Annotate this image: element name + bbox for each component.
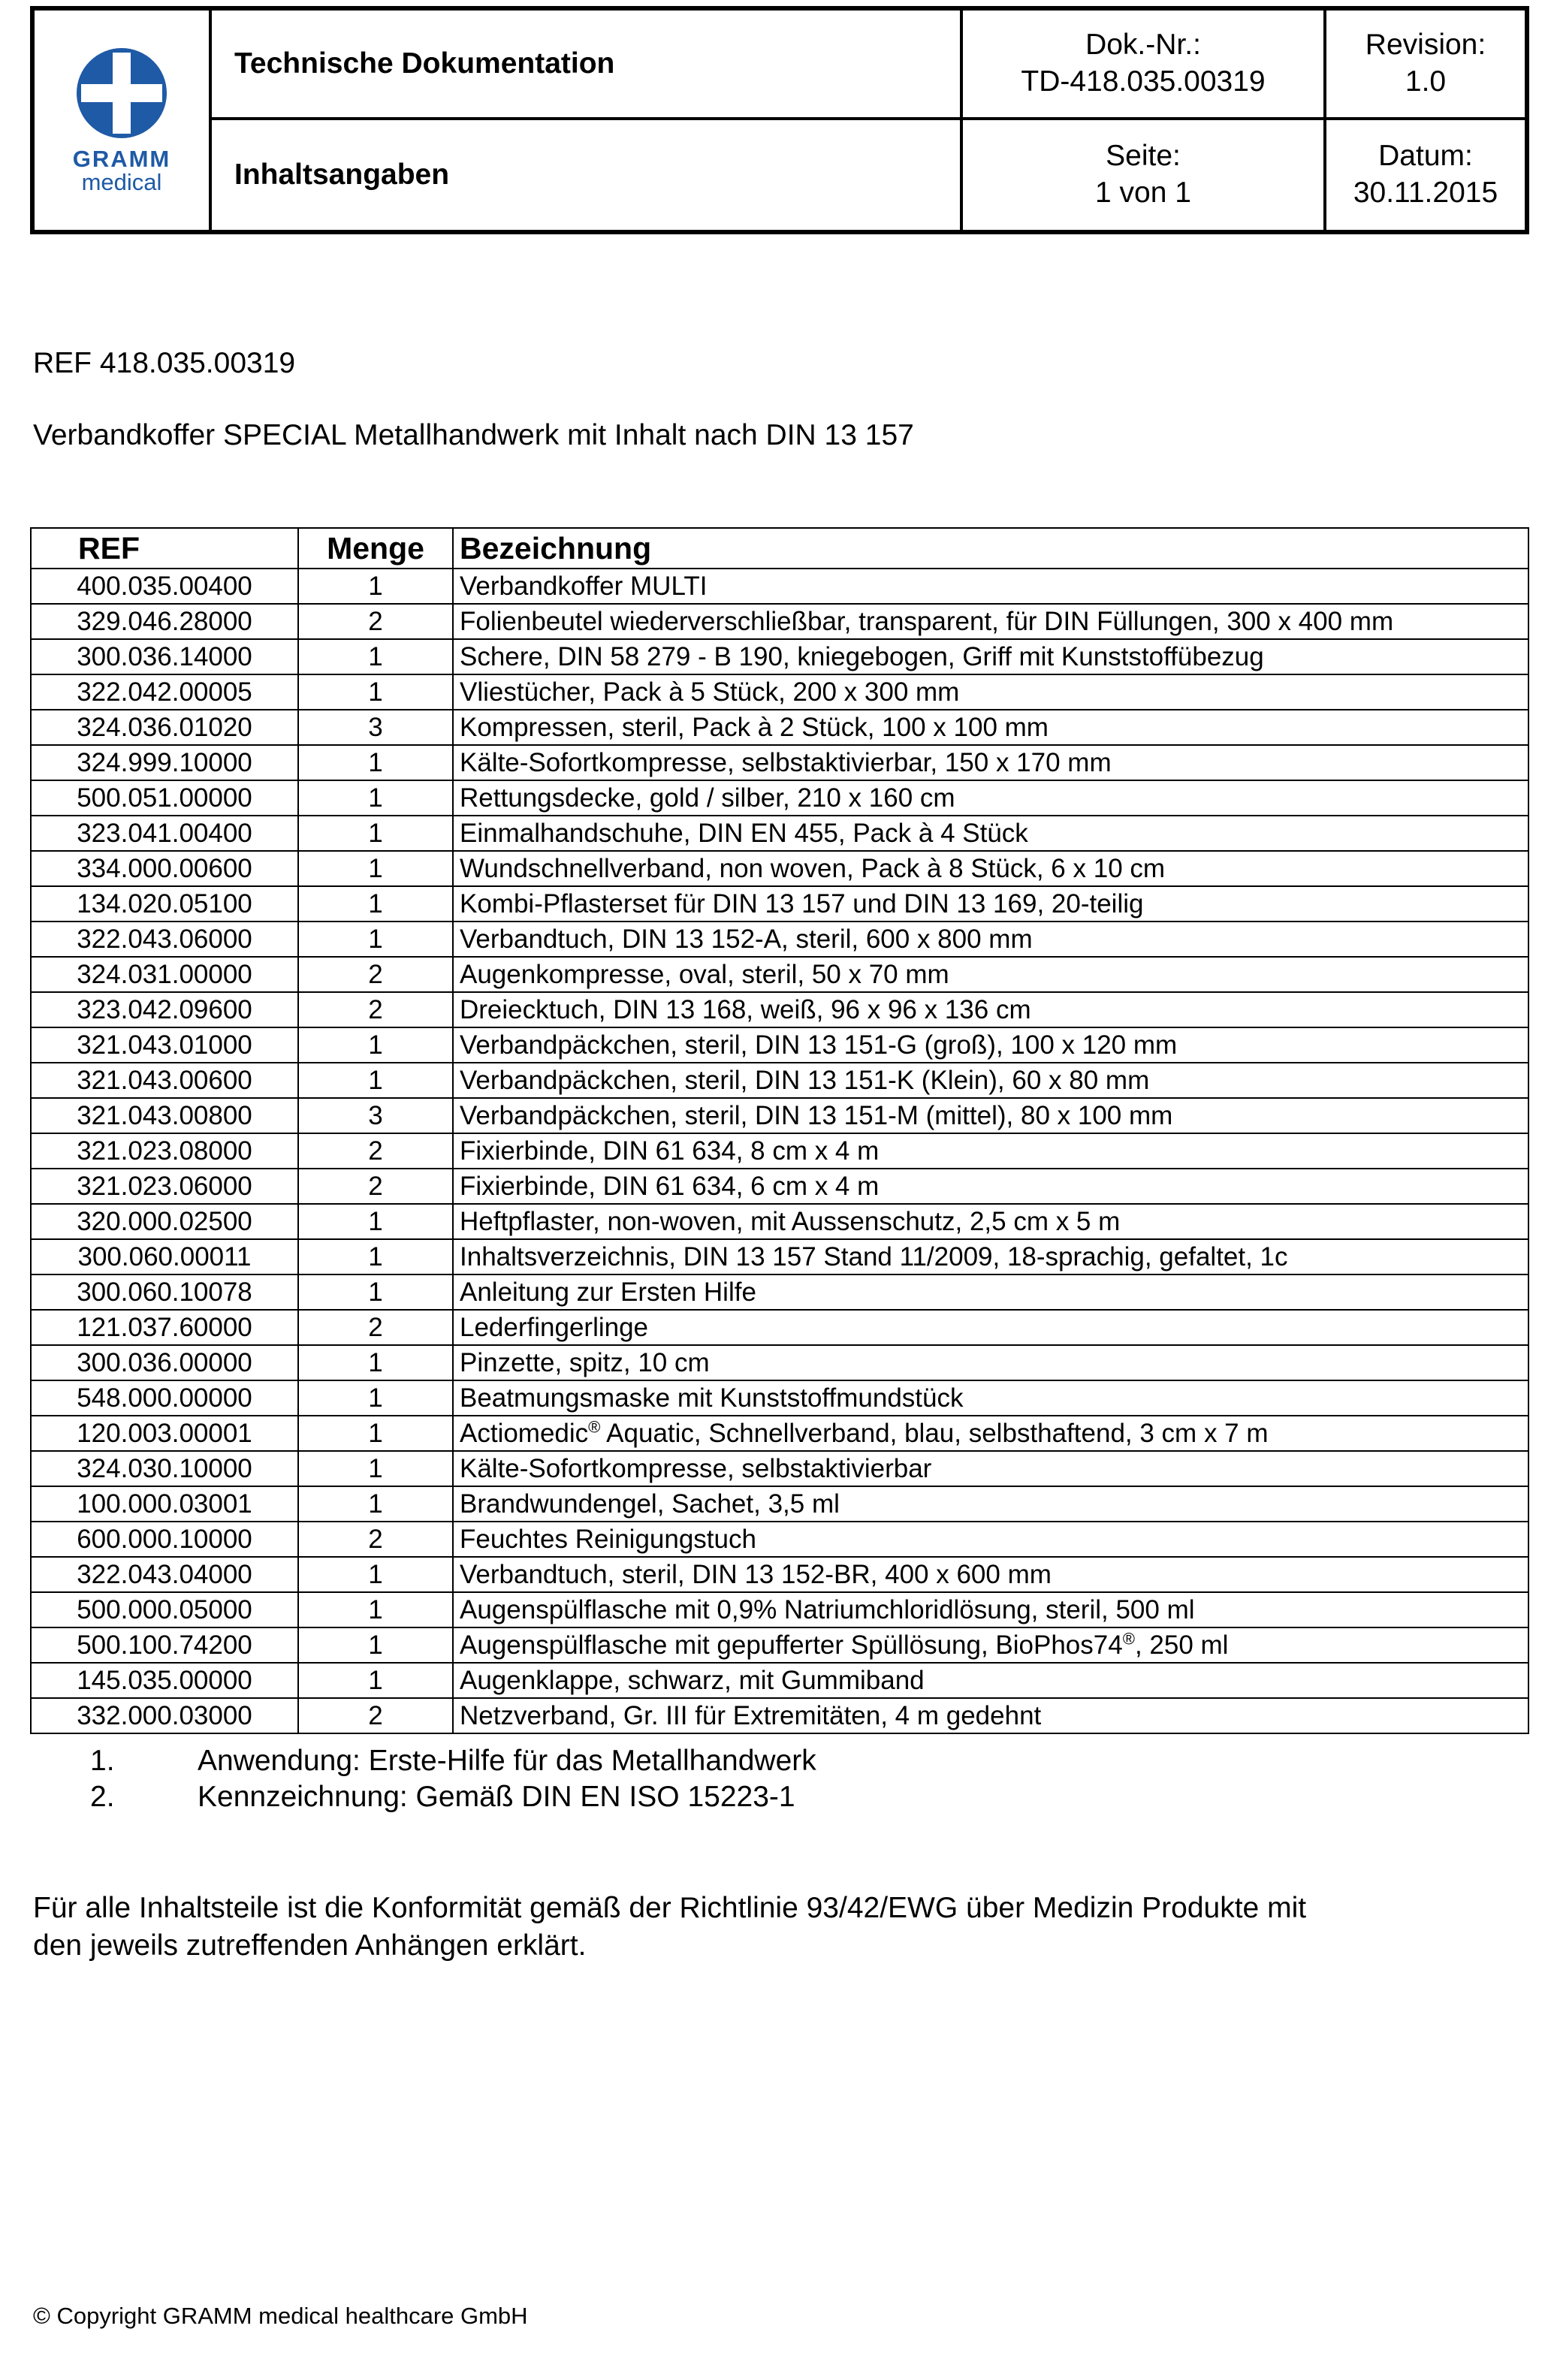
logo-brand-name: GRAMM <box>72 146 171 172</box>
ref-cell: 300.036.14000 <box>31 639 298 674</box>
description-cell: Verbandkoffer MULTI <box>453 569 1528 604</box>
quantity-cell: 1 <box>298 816 453 851</box>
description-cell: Einmalhandschuhe, DIN EN 455, Pack à 4 Stück <box>453 816 1528 851</box>
date-label: Datum: <box>1378 140 1473 173</box>
ref-cell: 321.043.00600 <box>31 1063 298 1098</box>
doc-number-label: Dok.-Nr.: <box>1085 29 1201 62</box>
description-text-rest: , 250 ml <box>1134 1630 1229 1660</box>
conformity-line-2: den jeweils zutreffenden Anhängen erklärt. <box>33 1929 587 1962</box>
table-row <box>31 1557 1528 1592</box>
ref-cell: 332.000.03000 <box>31 1698 298 1733</box>
table-row <box>31 1345 1528 1380</box>
table-row <box>31 1239 1528 1274</box>
description-cell: Dreiecktuch, DIN 13 168, weiß, 96 x 96 x 136 cm <box>453 992 1528 1027</box>
quantity-cell: 2 <box>298 1310 453 1345</box>
quantity-cell: 1 <box>298 1063 453 1098</box>
quantity-cell: 1 <box>298 569 453 604</box>
description-cell: Verbandtuch, DIN 13 152-A, steril, 600 x 800 mm <box>453 922 1528 957</box>
description-cell: Kälte-Sofortkompresse, selbstaktivierbar <box>453 1451 1528 1486</box>
description-cell: Lederfingerlinge <box>453 1310 1528 1345</box>
ref-cell: 548.000.00000 <box>31 1380 298 1416</box>
ref-cell: 324.030.10000 <box>31 1451 298 1486</box>
ref-cell: 300.060.00011 <box>31 1239 298 1274</box>
description-cell: Verbandpäckchen, steril, DIN 13 151-K (Klein), 60 x 80 mm <box>453 1063 1528 1098</box>
description-cell: Schere, DIN 58 279 - B 190, kniegebogen, Griff mit Kunststoffübezug <box>453 639 1528 674</box>
description-cell: Anleitung zur Ersten Hilfe <box>453 1274 1528 1310</box>
table-row <box>31 1098 1528 1133</box>
ref-cell: 500.100.74200 <box>31 1627 298 1663</box>
quantity-cell: 1 <box>298 1557 453 1592</box>
ref-cell: 121.037.60000 <box>31 1310 298 1345</box>
table-row <box>31 1027 1528 1063</box>
table-row <box>31 1133 1528 1169</box>
ref-cell: 100.000.03001 <box>31 1486 298 1522</box>
ref-cell: 300.060.10078 <box>31 1274 298 1310</box>
ref-cell: 322.042.00005 <box>31 674 298 710</box>
quantity-cell: 1 <box>298 639 453 674</box>
note-text: Kennzeichnung: Gemäß DIN EN ISO 15223-1 <box>198 1781 795 1813</box>
table-row <box>31 1522 1528 1557</box>
ref-cell: 324.999.10000 <box>31 745 298 780</box>
table-row <box>31 745 1528 780</box>
logo-brand-suffix: medical <box>81 169 162 195</box>
registered-mark: ® <box>1122 1629 1135 1649</box>
note-text: Anwendung: Erste-Hilfe für das Metallhandwerk <box>198 1745 816 1777</box>
description-cell: Fixierbinde, DIN 61 634, 8 cm x 4 m <box>453 1133 1528 1169</box>
table-row <box>31 992 1528 1027</box>
column-header-description: Bezeichnung <box>453 528 1528 569</box>
table-row <box>31 1169 1528 1204</box>
quantity-cell: 1 <box>298 1451 453 1486</box>
table-row <box>31 1627 1528 1663</box>
description-cell <box>453 1416 1528 1451</box>
page-cell <box>963 120 1326 230</box>
ref-cell: 320.000.02500 <box>31 1204 298 1239</box>
description-cell: Pinzette, spitz, 10 cm <box>453 1345 1528 1380</box>
registered-mark: ® <box>588 1417 601 1437</box>
description-cell: Verbandpäckchen, steril, DIN 13 151-M (mittel), 80 x 100 mm <box>453 1098 1528 1133</box>
quantity-cell: 1 <box>298 922 453 957</box>
quantity-cell: 1 <box>298 1663 453 1698</box>
table-row <box>31 1698 1528 1733</box>
description-text: Actiomedic <box>460 1419 589 1448</box>
quantity-cell: 3 <box>298 710 453 745</box>
note-number: 2. <box>90 1781 115 1813</box>
conformity-line-1: Für alle Inhaltsteile ist die Konformität gemäß der Richtlinie 93/42/EWG über Medizin Produkte mit <box>33 1892 1307 1924</box>
ref-cell: 300.036.00000 <box>31 1345 298 1380</box>
description-cell: Kompressen, steril, Pack à 2 Stück, 100 x 100 mm <box>453 710 1528 745</box>
quantity-cell: 1 <box>298 1239 453 1274</box>
quantity-cell: 2 <box>298 1522 453 1557</box>
ref-cell: 321.023.06000 <box>31 1169 298 1204</box>
description-cell: Kälte-Sofortkompresse, selbstaktivierbar, 150 x 170 mm <box>453 745 1528 780</box>
ref-cell: 323.041.00400 <box>31 816 298 851</box>
table-row <box>31 1063 1528 1098</box>
table-row <box>31 674 1528 710</box>
ref-cell: 329.046.28000 <box>31 604 298 639</box>
ref-cell: 323.042.09600 <box>31 992 298 1027</box>
quantity-cell: 1 <box>298 886 453 922</box>
ref-cell: 600.000.10000 <box>31 1522 298 1557</box>
note-number: 1. <box>90 1745 115 1777</box>
table-row <box>31 1310 1528 1345</box>
ref-cell: 324.036.01020 <box>31 710 298 745</box>
revision-value: 1.0 <box>1405 65 1447 98</box>
ref-cell: 321.043.00800 <box>31 1098 298 1133</box>
doc-number-cell <box>963 11 1326 120</box>
quantity-cell: 1 <box>298 1204 453 1239</box>
page-label: Seite: <box>1106 140 1181 173</box>
ref-cell: 321.023.08000 <box>31 1133 298 1169</box>
company-logo <box>35 11 212 230</box>
description-cell: Netzverband, Gr. III für Extremitäten, 4 m gedehnt <box>453 1698 1528 1733</box>
table-row <box>31 851 1528 886</box>
description-cell: Vliestücher, Pack à 5 Stück, 200 x 300 mm <box>453 674 1528 710</box>
description-cell: Augenkompresse, oval, steril, 50 x 70 mm <box>453 957 1528 992</box>
description-cell: Augenspülflasche mit 0,9% Natriumchloridlösung, steril, 500 ml <box>453 1592 1528 1627</box>
table-row <box>31 1486 1528 1522</box>
quantity-cell: 2 <box>298 957 453 992</box>
description-cell: Wundschnellverband, non woven, Pack à 8 Stück, 6 x 10 cm <box>453 851 1528 886</box>
quantity-cell: 1 <box>298 1380 453 1416</box>
description-cell: Kombi-Pflasterset für DIN 13 157 und DIN 13 169, 20-teilig <box>453 886 1528 922</box>
description-cell: Rettungsdecke, gold / silber, 210 x 160 cm <box>453 780 1528 816</box>
ref-cell: 322.043.06000 <box>31 922 298 957</box>
table-row <box>31 1663 1528 1698</box>
quantity-cell: 1 <box>298 745 453 780</box>
quantity-cell: 1 <box>298 1274 453 1310</box>
description-cell: Beatmungsmaske mit Kunststoffmundstück <box>453 1380 1528 1416</box>
table-row <box>31 710 1528 745</box>
ref-cell: 145.035.00000 <box>31 1663 298 1698</box>
table-row <box>31 569 1528 604</box>
doc-number-value: TD-418.035.00319 <box>1021 65 1266 98</box>
quantity-cell: 2 <box>298 1133 453 1169</box>
quantity-cell: 2 <box>298 604 453 639</box>
quantity-cell: 2 <box>298 992 453 1027</box>
table-row <box>31 1416 1528 1451</box>
doc-type-title: Technische Dokumentation <box>212 11 963 120</box>
description-cell: Augenklappe, schwarz, mit Gummiband <box>453 1663 1528 1698</box>
description-cell: Folienbeutel wiederverschließbar, transparent, für DIN Füllungen, 300 x 400 mm <box>453 604 1528 639</box>
table-row <box>31 780 1528 816</box>
table-row <box>31 1592 1528 1627</box>
table-row <box>31 1380 1528 1416</box>
quantity-cell: 1 <box>298 1627 453 1663</box>
table-row <box>31 604 1528 639</box>
description-cell: Inhaltsverzeichnis, DIN 13 157 Stand 11/2009, 18-sprachig, gefaltet, 1c <box>453 1239 1528 1274</box>
ref-cell: 500.051.00000 <box>31 780 298 816</box>
revision-cell <box>1326 11 1525 120</box>
ref-cell: 120.003.00001 <box>31 1416 298 1451</box>
page-value: 1 von 1 <box>1095 176 1191 209</box>
quantity-cell: 1 <box>298 1027 453 1063</box>
description-cell: Feuchtes Reinigungstuch <box>453 1522 1528 1557</box>
document-header <box>30 6 1529 234</box>
quantity-cell: 1 <box>298 780 453 816</box>
ref-cell: 400.035.00400 <box>31 569 298 604</box>
table-row <box>31 816 1528 851</box>
table-row <box>31 639 1528 674</box>
description-cell: Fixierbinde, DIN 61 634, 6 cm x 4 m <box>453 1169 1528 1204</box>
product-ref-line: REF 418.035.00319 <box>33 347 296 379</box>
description-cell: Brandwundengel, Sachet, 3,5 ml <box>453 1486 1528 1522</box>
quantity-cell: 2 <box>298 1169 453 1204</box>
ref-cell: 321.043.01000 <box>31 1027 298 1063</box>
description-cell: Verbandpäckchen, steril, DIN 13 151-G (groß), 100 x 120 mm <box>453 1027 1528 1063</box>
doc-subtitle: Inhaltsangaben <box>212 120 963 230</box>
description-cell: Verbandtuch, steril, DIN 13 152-BR, 400 x 600 mm <box>453 1557 1528 1592</box>
ref-cell: 134.020.05100 <box>31 886 298 922</box>
product-title-line: Verbandkoffer SPECIAL Metallhandwerk mit Inhalt nach DIN 13 157 <box>33 419 914 451</box>
quantity-cell: 1 <box>298 851 453 886</box>
table-row <box>31 886 1528 922</box>
date-cell <box>1326 120 1525 230</box>
table-row <box>31 1204 1528 1239</box>
quantity-cell: 1 <box>298 674 453 710</box>
conformity-statement <box>33 1890 1306 1965</box>
description-text-rest: Aquatic, Schnellverband, blau, selbsthaftend, 3 cm x 7 m <box>600 1419 1269 1448</box>
date-value: 30.11.2015 <box>1353 176 1498 209</box>
quantity-cell: 1 <box>298 1416 453 1451</box>
ref-cell: 324.031.00000 <box>31 957 298 992</box>
quantity-cell: 1 <box>298 1486 453 1522</box>
quantity-cell: 3 <box>298 1098 453 1133</box>
column-header-ref: REF <box>31 528 298 569</box>
table-row <box>31 957 1528 992</box>
revision-label: Revision: <box>1365 29 1486 62</box>
table-row <box>31 1274 1528 1310</box>
quantity-cell: 1 <box>298 1345 453 1380</box>
quantity-cell: 1 <box>298 1592 453 1627</box>
ref-cell: 500.000.05000 <box>31 1592 298 1627</box>
column-header-quantity: Menge <box>298 528 453 569</box>
table-row <box>31 922 1528 957</box>
ref-cell: 322.043.04000 <box>31 1557 298 1592</box>
quantity-cell: 2 <box>298 1698 453 1733</box>
description-cell <box>453 1627 1528 1663</box>
contents-table <box>30 527 1529 1734</box>
copyright-footer: © Copyright GRAMM medical healthcare GmbH <box>33 2303 528 2329</box>
medical-cross-icon <box>75 47 168 140</box>
description-text: Augenspülflasche mit gepufferter Spüllösung, BioPhos74 <box>460 1630 1123 1660</box>
table-row <box>31 1451 1528 1486</box>
table-header-row <box>31 528 1528 569</box>
description-cell: Heftpflaster, non-woven, mit Aussenschutz, 2,5 cm x 5 m <box>453 1204 1528 1239</box>
ref-cell: 334.000.00600 <box>31 851 298 886</box>
